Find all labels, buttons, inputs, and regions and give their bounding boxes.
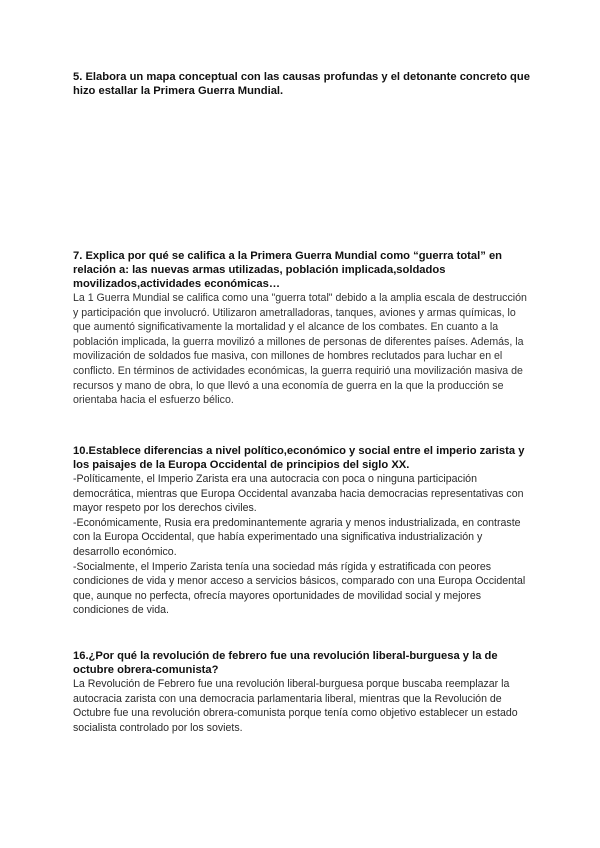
- question-16-answer: La Revolución de Febrero fue una revolución liberal-burguesa porque buscaba reemplazar la autocracia zarista con una democracia parlamentaria liberal, mientras que la Revolución de Octubre fue una revolución obrera-comunista porque tenía como objetivo establecer un estado socialista controlado por los soviets.: [73, 678, 518, 734]
- question-16-text: 16.¿Por qué la revolución de febrero fue una revolución liberal-burguesa y la de octubre obrera-comunista?: [73, 650, 498, 676]
- question-7-section: [73, 249, 531, 408]
- question-16-section: [73, 649, 531, 735]
- question-7-text: 7. Explica por qué se califica a la Primera Guerra Mundial como “guerra total” en relación a: las nuevas armas utilizadas, población implicada,soldados movilizados,actividades económicas…: [73, 250, 502, 290]
- question-10-answer-economic: -Económicamente, Rusia era predominantemente agraria y menos industrializada, en contraste con la Europa Occidental, que había experimentado una significativa industrialización y desarrollo económico.: [73, 516, 521, 558]
- question-10-answer-political: -Políticamente, el Imperio Zarista era una autocracia con poca o ninguna participación democrática, mientras que Europa Occidental avanzaba hacia democracias representativas con mayor respeto por los derechos civiles.: [73, 473, 524, 515]
- question-10-text: 10.Establece diferencias a nivel político,económico y social entre el imperio zarista y los paisajes de la Europa Occidental de principios del siglo XX.: [73, 445, 525, 471]
- question-10-answer-social: -Socialmente, el Imperio Zarista tenía una sociedad más rígida y estratificada con peores condiciones de vida y menor acceso a servicios básicos, comparado con una Europa Occidental que, aunque no perfecta, ofrecía mayores oportunidades de movilidad social y mejores condiciones de vida.: [73, 560, 526, 617]
- question-10-section: [73, 444, 531, 618]
- question-5-text: 5. Elabora un mapa conceptual con las causas profundas y el detonante concreto que hizo estallar la Primera Guerra Mundial.: [73, 71, 530, 97]
- question-7-answer: La 1 Guerra Mundial se califica como una "guerra total" debido a la amplia escala de destrucción y participación que involucró. Utilizaron ametralladoras, tanques, aviones y armas químicas, lo que aumentó significativamente la mortalidad y el alcance de los combates. En cuanto a la población implicada, la guerra movilizó a millones de personas de diferentes países. Además, la movilización de soldados fue masiva, con millones de hombres reclutados para luchar en el conflicto. En términos de actividades económicas, la guerra requirió una movilización masiva de recursos y mano de obra, lo que llevó a una economía de guerra en la que la producción se orientaba hacia el esfuerzo bélico.: [73, 292, 527, 407]
- question-5-section: [73, 70, 531, 98]
